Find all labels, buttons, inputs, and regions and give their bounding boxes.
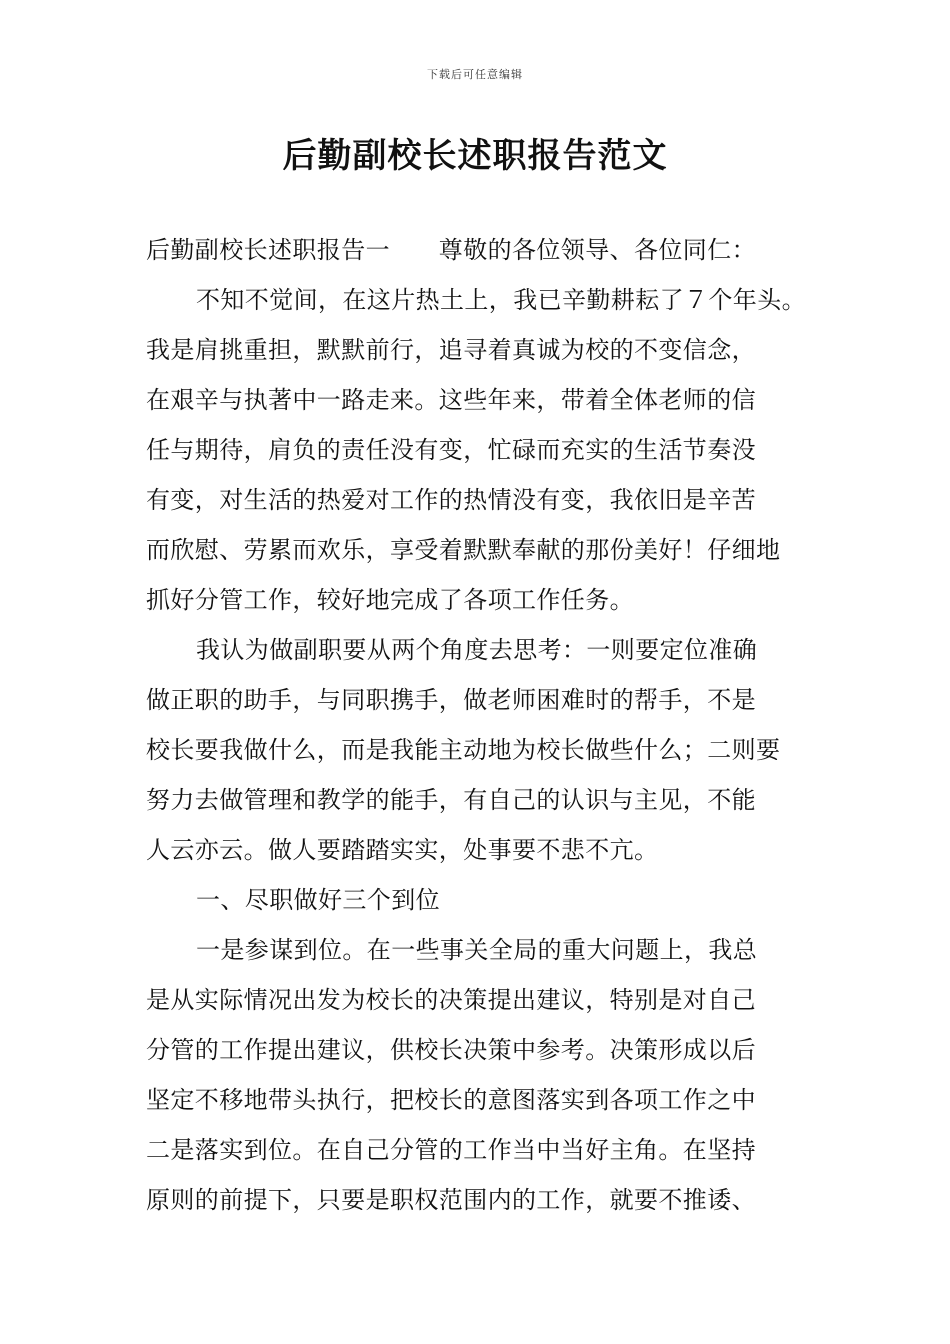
text-line: 二是落实到位。在自己分管的工作当中当好主角。在坚持 [146, 1136, 756, 1164]
text-line: 校长要我做什么，而是我能主动地为校长做些什么；二则要 [146, 736, 781, 764]
text-line: 一、尽职做好三个到位 [196, 886, 440, 914]
text-line: 后勤副校长述职报告一 尊敬的各位领导、各位同仁： [146, 236, 756, 264]
document-body [146, 225, 826, 1225]
text-line: 做正职的助手，与同职携手，做老师困难时的帮手，不是 [146, 686, 756, 714]
document-title: 后勤副校长述职报告范文 [282, 136, 668, 176]
text-line: 抓好分管工作，较好地完成了各项工作任务。 [146, 586, 634, 614]
text-line: 我认为做副职要从两个角度去思考：一则要定位准确 [196, 636, 758, 664]
header-note: 下载后可任意编辑 [427, 68, 523, 81]
text-line: 一是参谋到位。在一些事关全局的重大问题上，我总 [196, 936, 758, 964]
text-line: 人云亦云。做人要踏踏实实，处事要不悲不亢。 [146, 836, 659, 864]
text-line: 坚定不移地带头执行，把校长的意图落实到各项工作之中 [146, 1086, 756, 1114]
text-line: 有变，对生活的热爱对工作的热情没有变，我依旧是辛苦 [146, 486, 756, 514]
text-line: 而欣慰、劳累而欢乐，享受着默默奉献的那份美好！仔细地 [146, 536, 781, 564]
text-line: 原则的前提下，只要是职权范围内的工作，就要不推诿、 [146, 1186, 756, 1214]
text-line: 任与期待，肩负的责任没有变，忙碌而充实的生活节奏没 [146, 436, 756, 464]
text-line: 分管的工作提出建议，供校长决策中参考。决策形成以后 [146, 1036, 756, 1064]
text-line: 努力去做管理和教学的能手，有自己的认识与主见，不能 [146, 786, 756, 814]
text-line: 不知不觉间，在这片热土上，我已辛勤耕耘了７个年头。 [196, 286, 806, 314]
text-line: 在艰辛与执著中一路走来。这些年来，带着全体老师的信 [146, 386, 756, 414]
text-line: 我是肩挑重担，默默前行，追寻着真诚为校的不变信念， [146, 336, 756, 364]
text-line: 是从实际情况出发为校长的决策提出建议，特别是对自己 [146, 986, 756, 1014]
